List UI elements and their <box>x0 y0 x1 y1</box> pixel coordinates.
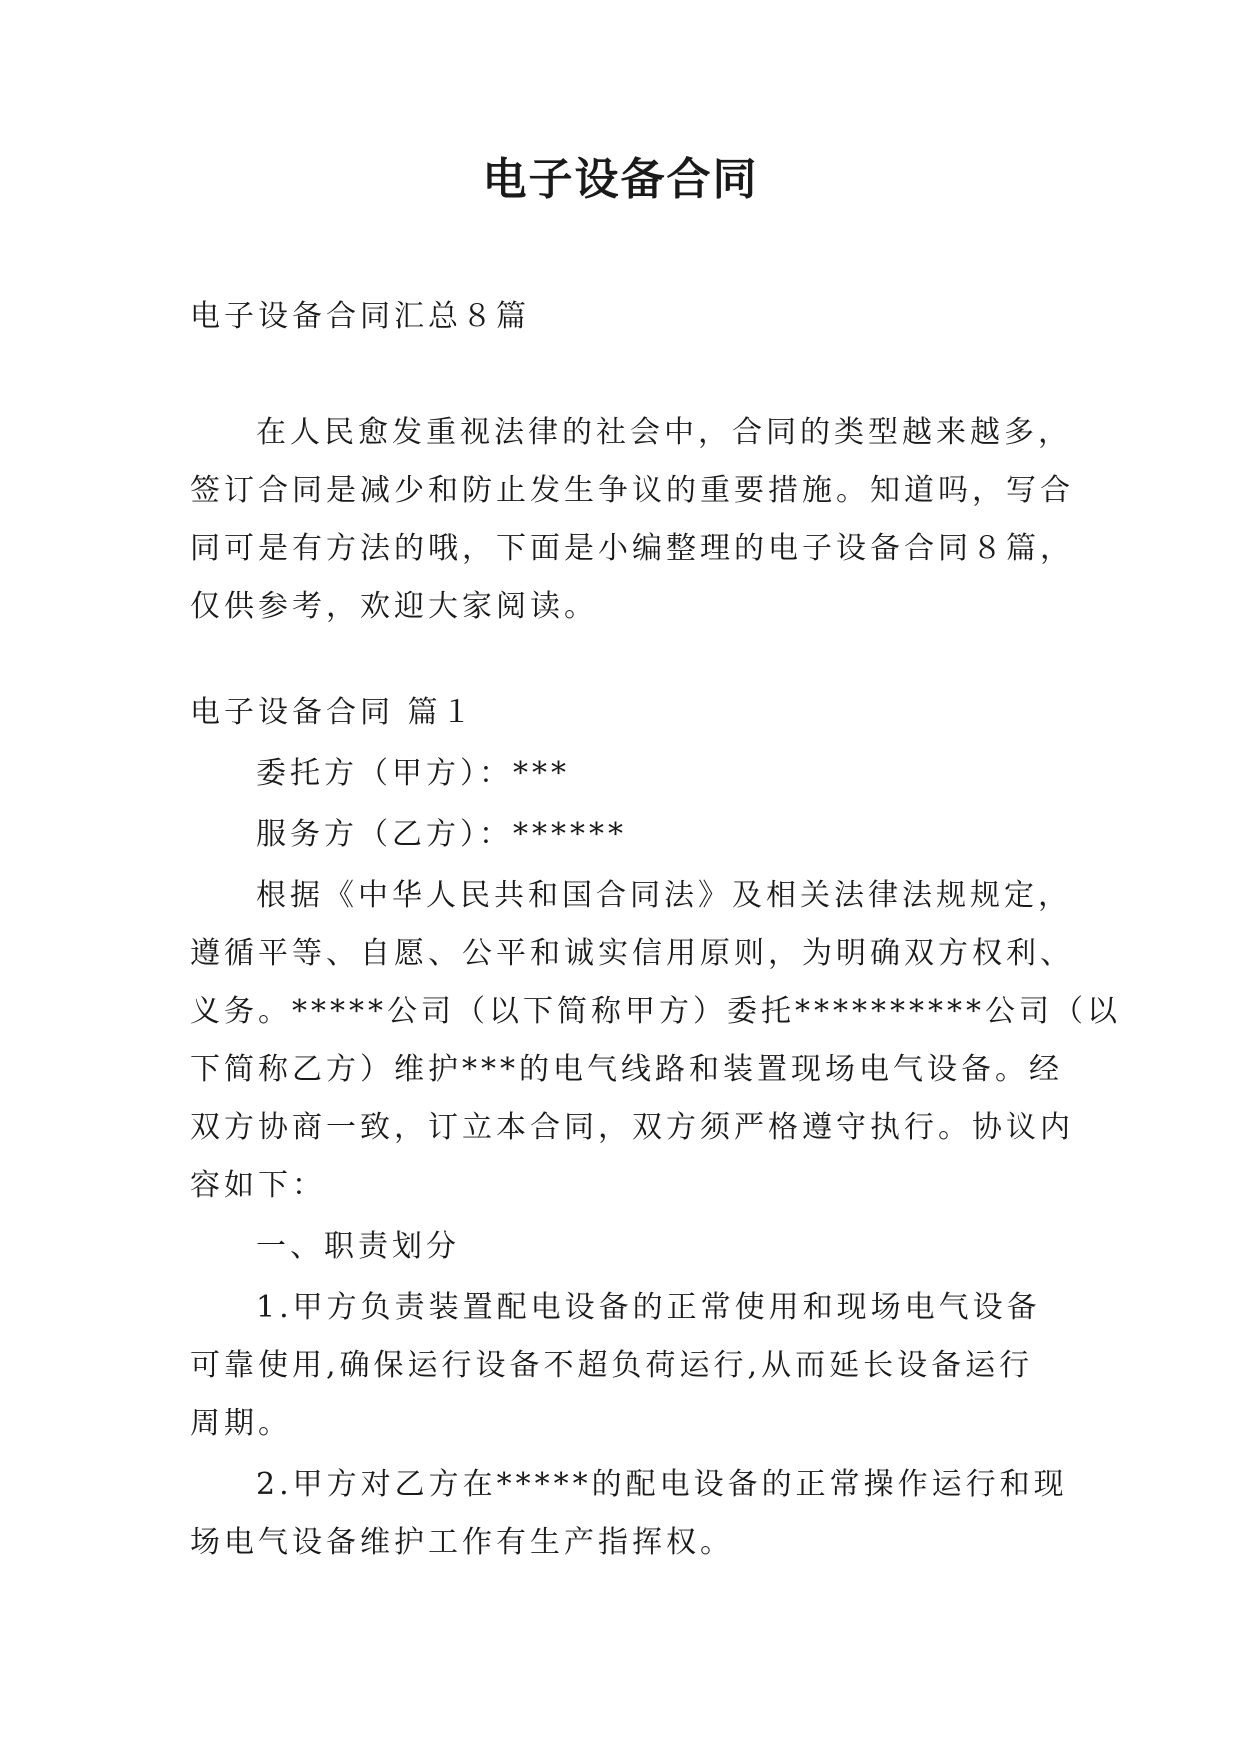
paragraph-line: 签订合同是减少和防止发生争议的重要措施。知道吗，写合 <box>190 473 1074 508</box>
paragraph-line: 双方协商一致，订立本合同，双方须严格遵守执行。协议内 <box>190 1110 1074 1145</box>
paragraph-line: 同可是有方法的哦，下面是小编整理的电子设备合同８篇， <box>190 531 1074 566</box>
section-heading: 电子设备合同 篇１ <box>190 695 476 730</box>
paragraph-line: 义务。*****公司（以下简称甲方）委托**********公司（以 <box>190 994 1121 1029</box>
party-b-line: 服务方（乙方）：****** <box>256 817 627 852</box>
document-body <box>190 288 1121 1572</box>
paragraph-line: 容如下： <box>190 1168 326 1203</box>
paragraph-line: 根据《中华人民共和国合同法》及相关法律法规规定， <box>256 878 1072 913</box>
paragraph-line: 在人民愈发重视法律的社会中，合同的类型越来越多， <box>256 415 1072 450</box>
paragraph-line: 周期。 <box>190 1406 292 1441</box>
party-a-line: 委托方（甲方）：*** <box>256 756 570 791</box>
paragraph-line: 1.甲方负责装置配电设备的正常使用和现场电气设备 <box>256 1290 1041 1325</box>
paragraph-line: 仅供参考，欢迎大家阅读。 <box>190 589 598 624</box>
paragraph-line: 2.甲方对乙方在*****的配电设备的正常操作运行和现 <box>256 1467 1068 1502</box>
clause-2-paragraph <box>190 1456 1070 1572</box>
document-subtitle: 电子设备合同汇总８篇 <box>190 299 530 334</box>
paragraph-line: 可靠使用,确保运行设备不超负荷运行,从而延长设备运行 <box>190 1348 1034 1383</box>
basis-paragraph <box>190 867 1121 1215</box>
paragraph-line: 遵循平等、自愿、公平和诚实信用原则，为明确双方权利、 <box>190 936 1074 971</box>
clause-1-paragraph <box>190 1279 1070 1453</box>
document-title: 电子设备合同 <box>482 154 759 205</box>
intro-paragraph <box>190 404 1074 636</box>
paragraph-line: 下简称乙方）维护***的电气线路和装置现场电气设备。经 <box>190 1052 1063 1087</box>
clause-heading: 一、职责划分 <box>256 1229 460 1264</box>
paragraph-line: 场电气设备维护工作有生产指挥权。 <box>190 1525 734 1560</box>
